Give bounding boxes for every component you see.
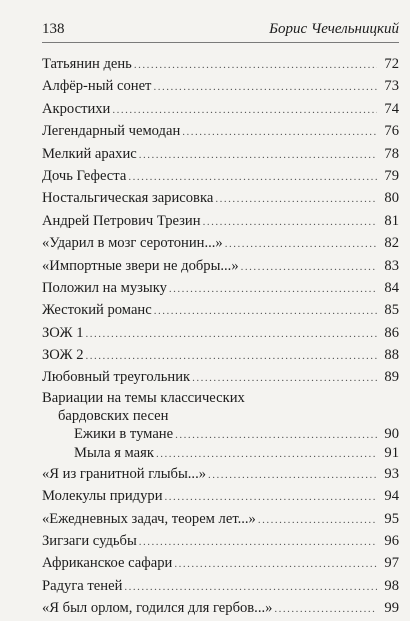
toc-entry-title: Ностальгическая зарисовка — [42, 190, 214, 207]
leader-dots — [139, 144, 377, 166]
leader-dots — [225, 233, 377, 255]
toc-subentry — [42, 425, 399, 444]
toc-entry — [42, 322, 399, 344]
leader-dots — [165, 486, 378, 508]
toc-entry — [42, 165, 399, 187]
toc-subentry — [42, 444, 399, 463]
toc-entry — [42, 366, 399, 388]
toc-entry-page: 82 — [384, 235, 399, 252]
toc-entry-title: Положил на музыку — [42, 279, 167, 296]
toc-entry-title: «Ежедневных задач, теорем лет...» — [42, 510, 256, 527]
toc-entry — [42, 210, 399, 232]
toc-entry-title: «Я из гранитной глыбы...» — [42, 465, 207, 482]
toc-entry — [42, 575, 399, 597]
leader-dots — [192, 367, 377, 389]
toc-entry — [42, 53, 399, 75]
toc-entry-title: Алфёр-ный сонет — [42, 78, 152, 95]
toc-entry-title: Молекулы придури — [42, 488, 163, 505]
toc-entry — [42, 344, 399, 366]
toc-entry-page: 73 — [384, 78, 399, 95]
toc-entry-title: ЗОЖ 1 — [42, 324, 84, 341]
toc-entry-title: «Импортные звери не добры...» — [42, 257, 239, 274]
leader-dots — [112, 99, 377, 121]
toc-entry — [42, 485, 399, 507]
toc-entry-title: Мелкий арахис — [42, 145, 137, 162]
toc-entry-title: Андрей Петрович Трезин — [42, 212, 201, 229]
toc-entry-page: 81 — [384, 212, 399, 229]
toc-entry-title: Зигзаги судьбы — [42, 533, 137, 550]
toc-entry-title: Татьянин день — [42, 56, 132, 72]
toc-entry-page: 84 — [384, 279, 399, 296]
toc-entry-page: 95 — [384, 510, 399, 527]
toc-entry-page: 74 — [384, 100, 399, 117]
running-header — [42, 20, 399, 43]
leader-dots — [215, 188, 377, 210]
toc-entry-page: 80 — [384, 190, 399, 207]
toc-entry-title: Легендарный чемодан — [42, 123, 181, 140]
toc-entry-title: Жестокий романс — [42, 302, 152, 319]
toc-entry-page: 94 — [384, 488, 399, 505]
toc-entry — [42, 255, 399, 277]
toc-entry-title: Дочь Гефеста — [42, 167, 127, 184]
toc-entry-page: 96 — [384, 533, 399, 550]
toc-entry-page: 98 — [384, 577, 399, 594]
leader-dots — [274, 598, 377, 620]
leader-dots — [124, 576, 377, 598]
toc-entry-page: 89 — [384, 369, 399, 386]
toc-entry-page: 78 — [384, 145, 399, 162]
leader-dots — [203, 211, 377, 233]
toc-entry-page: 86 — [384, 324, 399, 341]
table-of-contents — [42, 53, 399, 620]
toc-entry — [42, 120, 399, 142]
leader-dots — [153, 76, 377, 98]
toc-section-heading — [42, 408, 399, 425]
toc-entry-title: Ежики в тумане — [74, 425, 174, 442]
toc-entry — [42, 232, 399, 254]
toc-section-title: бардовских песен — [58, 407, 169, 424]
page-number: 138 — [42, 21, 65, 37]
leader-dots — [134, 54, 377, 76]
toc-entry-page: 88 — [384, 347, 399, 364]
toc-entry-title: Африканское сафари — [42, 555, 173, 572]
leader-dots — [241, 256, 377, 278]
leader-dots — [182, 121, 377, 143]
toc-entry-page: 91 — [384, 444, 399, 461]
toc-section-title: Вариации на темы классических — [42, 389, 245, 406]
toc-entry — [42, 187, 399, 209]
leader-dots — [156, 445, 377, 464]
leader-dots — [86, 323, 377, 345]
leader-dots — [208, 464, 377, 486]
toc-entry-page: 83 — [384, 257, 399, 274]
toc-entry — [42, 98, 399, 120]
leader-dots — [86, 345, 377, 367]
toc-entry — [42, 463, 399, 485]
toc-entry-page: 99 — [384, 600, 399, 617]
leader-dots — [174, 553, 377, 575]
toc-entry — [42, 597, 399, 619]
toc-entry-title: «Ударил в мозг серотонин...» — [42, 235, 223, 252]
toc-entry-page: 72 — [384, 56, 399, 72]
leader-dots — [258, 509, 377, 531]
toc-entry-title: Радуга теней — [42, 577, 123, 594]
toc-entry — [42, 277, 399, 299]
toc-entry-title: Любовный треугольник — [42, 369, 191, 386]
toc-entry-page: 85 — [384, 302, 399, 319]
toc-entry-title: Акростихи — [42, 100, 111, 117]
leader-dots — [128, 166, 377, 188]
toc-entry — [42, 530, 399, 552]
toc-entry — [42, 299, 399, 321]
toc-entry — [42, 552, 399, 574]
leader-dots — [169, 278, 377, 300]
toc-entry-page: 76 — [384, 123, 399, 140]
toc-entry — [42, 143, 399, 165]
leader-dots — [175, 426, 377, 445]
toc-entry-page: 93 — [384, 465, 399, 482]
toc-entry-page: 79 — [384, 167, 399, 184]
toc-section-heading — [42, 389, 399, 408]
toc-entry-page: 97 — [384, 555, 399, 572]
leader-dots — [139, 531, 377, 553]
toc-entry — [42, 508, 399, 530]
toc-entry-page: 90 — [384, 425, 399, 442]
toc-entry-title: Мыла я маяк — [74, 444, 154, 461]
toc-entry-title: ЗОЖ 2 — [42, 347, 84, 364]
leader-dots — [154, 300, 377, 322]
author-name: Борис Чечельницкий — [269, 21, 399, 37]
toc-entry-title: «Я был орлом, годился для гербов...» — [42, 600, 273, 617]
toc-entry — [42, 75, 399, 97]
